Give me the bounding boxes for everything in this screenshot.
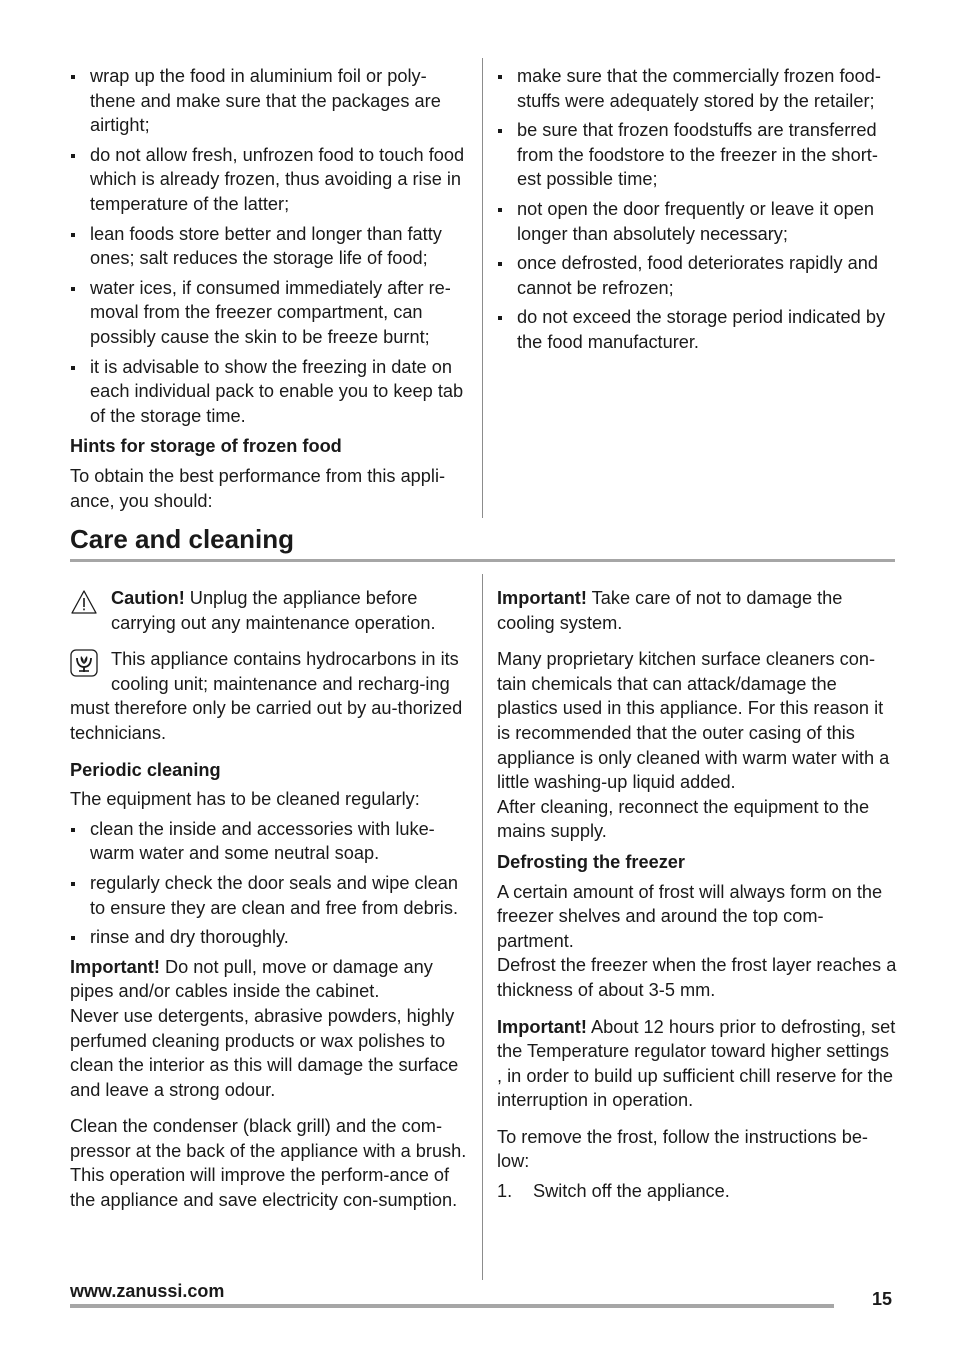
remove-frost-intro: To remove the frost, follow the instructions be-low: <box>497 1126 868 1172</box>
column-divider-bottom <box>482 574 483 1280</box>
periodic-cleaning-heading: Periodic cleaning <box>70 759 221 780</box>
defrost-threshold-text: Defrost the freezer when the frost layer reaches a thickness of about 3-5 mm. <box>497 955 897 1000</box>
hints-intro: To obtain the best performance from this appli-ance, you should: <box>70 465 446 511</box>
section-title: Care and cleaning <box>70 524 294 554</box>
page-number: 15 <box>872 1289 893 1309</box>
cleaners-text: Many proprietary kitchen surface cleaners con-tain chemicals that can attack/damage the plastics used in this appliance. For this reason it is recommended that the outer casing of this appliance is only cleaned with warm water with a little washing-up liquid added. <box>497 649 890 793</box>
list-item: make sure that the commercially frozen food-stuffs were adequately stored by the retailer; <box>497 64 897 113</box>
important-label: Important! <box>70 956 160 977</box>
list-item: be sure that frozen foodstuffs are transferred from the foodstore to the freezer in the short-est possible time; <box>497 118 897 192</box>
reconnect-text: After cleaning, reconnect the equipment to the mains supply. <box>497 796 870 842</box>
step-number: 1. <box>497 1181 513 1202</box>
list-item: water ices, if consumed immediately after re-moval from the freezer compartment, can possibly cause the skin to be freeze burnt; <box>70 276 468 350</box>
important-label: Important! <box>497 588 587 608</box>
list-item: clean the inside and accessories with luke-warm water and some neutral soap. <box>70 817 468 866</box>
list-item: once defrosted, food deteriorates rapidly and cannot be refrozen; <box>497 251 897 300</box>
list-item: rinse and dry thoroughly. <box>70 925 468 950</box>
top-left-column <box>70 64 468 513</box>
list-item: regularly check the door seals and wipe clean to ensure they are clean and free from debris. <box>70 871 468 920</box>
step-item <box>497 1179 897 1204</box>
frost-text: A certain amount of frost will always form on the freezer shelves and around the top com-partment. <box>497 881 883 951</box>
caution-label: Caution! <box>111 588 185 608</box>
hints-heading: Hints for storage of frozen food <box>70 436 342 457</box>
periodic-intro: The equipment has to be cleaned regularly: <box>70 789 420 810</box>
storage-tips-list <box>70 64 468 428</box>
list-item: not open the door frequently or leave it open longer than absolutely necessary; <box>497 197 897 246</box>
care-right-column <box>497 586 897 1204</box>
detergents-warning: Never use detergents, abrasive powders, highly perfumed cleaning products or wax polishes to clean the interior as this will damage the surface and leave a strong odour. <box>70 1005 459 1100</box>
important-cooling-text: Take care of not to damage the cooling system. <box>497 588 843 633</box>
condenser-text: Clean the condenser (black grill) and the com-pressor at the back of the appliance with a brush. This operation will improve the perform-ance of the appliance and save electricity con-sumption. <box>70 1116 467 1211</box>
periodic-cleaning-list <box>70 817 468 950</box>
caution-text: Unplug the appliance before carrying out any maintenance operation. <box>111 588 436 633</box>
list-item: wrap up the food in aluminium foil or poly-thene and make sure that the packages are airtight; <box>70 64 468 138</box>
top-right-column <box>497 64 897 360</box>
environment-plant-icon <box>70 649 98 677</box>
list-item: it is advisable to show the freezing in date on each individual pack to enable you to keep tab of the storage time. <box>70 355 468 429</box>
hydrocarbon-text: This appliance contains hydrocarbons in its cooling unit; maintenance and recharg-ing must therefore only be carried out by au-thorized technicians. <box>70 649 463 743</box>
step-text: Switch off the appliance. <box>533 1181 730 1202</box>
footer-rule <box>70 1304 834 1308</box>
list-item: do not allow fresh, unfrozen food to touch food which is already frozen, thus avoiding a rise in temperature of the latter; <box>70 143 468 217</box>
column-divider-top <box>482 58 483 518</box>
important-label: Important! <box>497 1016 587 1037</box>
hydrocarbon-notice <box>70 647 468 745</box>
defrosting-heading: Defrosting the freezer <box>497 851 685 872</box>
list-item: lean foods store better and longer than fatty ones; salt reduces the storage life of food; <box>70 222 468 271</box>
care-left-column <box>70 586 468 1213</box>
warning-triangle-icon <box>70 588 98 616</box>
list-item: do not exceed the storage period indicated by the food manufacturer. <box>497 305 897 354</box>
frozen-food-hints-list <box>497 64 897 355</box>
section-rule <box>70 559 895 562</box>
caution-notice <box>70 586 468 635</box>
footer-url: www.zanussi.com <box>70 1281 225 1301</box>
important-pipes-text: Do not pull, move or damage any pipes and/or cables inside the cabinet. <box>70 956 433 1002</box>
important-chill-text: About 12 hours prior to defrosting, set the Temperature regulator toward higher settings , in order to build up sufficient chill reserve for the interruption in operation. <box>497 1016 896 1111</box>
